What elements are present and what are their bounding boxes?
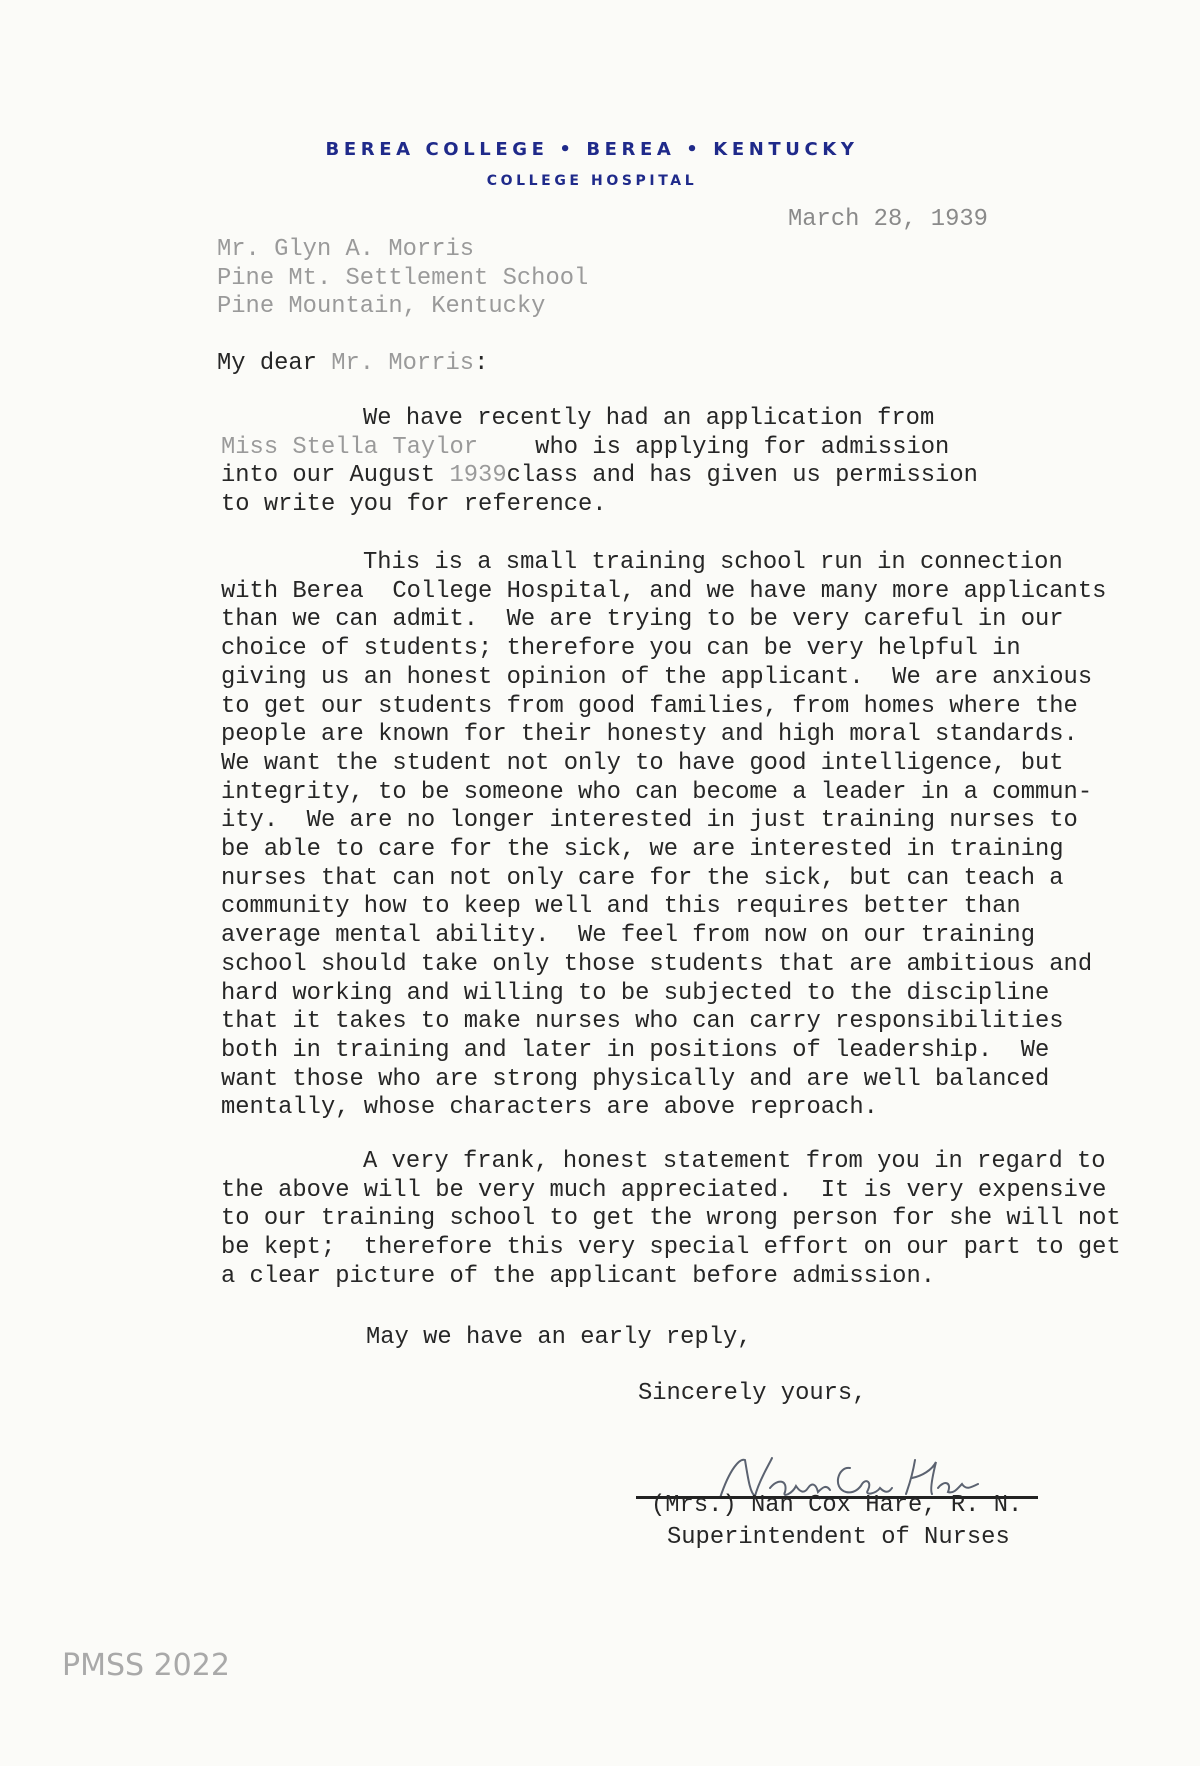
text-line [221,1094,1106,1123]
text-segment: 1939 [449,462,507,490]
text-segment: to get our students from good families, from homes where the [221,692,1078,720]
text-line [221,1234,1121,1263]
text-segment: school should take only those students that are ambitious and [221,950,1093,978]
text-line [221,779,1106,808]
text-segment: people are known for their honesty and high moral standards. [221,721,1078,749]
text-line [221,922,1106,951]
text-line [221,491,978,520]
address-line: Mr. Glyn A. Morris [217,236,475,263]
text-line [221,693,1106,722]
text-segment: than we can admit. We are trying to be very careful in our [221,606,1064,634]
text-line [221,1037,1106,1066]
text-segment: be kept; therefore this very special effort on our part to get [221,1234,1121,1262]
text-line [221,980,1106,1009]
text-segment: a clear picture of the applicant before admission. [221,1262,936,1290]
text-segment: mentally, whose characters are above reproach. [221,1094,878,1122]
text-line [221,750,1106,779]
text-line [221,951,1106,980]
salutation-name: Mr. Morris [331,350,475,377]
signer-title: Superintendent of Nurses [667,1524,1010,1551]
text-line [221,865,1106,894]
text-segment: community how to keep well and this requires better than [221,893,1021,921]
paragraph-2 [221,549,1106,1123]
text-line [221,721,1106,750]
text-line [221,405,978,434]
text-segment: that it takes to make nurses who can carry responsibilities [221,1008,1064,1036]
closing-request: May we have an early reply, [366,1324,752,1351]
text-segment: who is applying for admission [478,433,950,461]
text-segment: average mental ability. We feel from now on our training [221,922,1035,950]
text-line [221,462,978,491]
text-line [221,1066,1106,1095]
text-segment: into our August [221,462,450,490]
text-segment: nurses that can not only care for the sick, but can teach a [221,864,1064,892]
letterhead-subtitle: COLLEGE HOSPITAL [486,173,698,189]
text-line [221,1148,1121,1177]
archive-watermark: PMSS 2022 [62,1648,230,1683]
text-line [221,549,1106,578]
text-segment: giving us an honest opinion of the applicant. We are anxious [221,663,1093,691]
text-segment: choice of students; therefore you can be very helpful in [221,635,1021,663]
text-segment: A very frank, honest statement from you in regard to [363,1148,1106,1175]
text-line [221,635,1106,664]
address-line: Pine Mountain, Kentucky [217,293,546,320]
complimentary-close: Sincerely yours, [638,1380,867,1407]
text-line [221,434,978,463]
text-segment: be able to care for the sick, we are interested in training [221,836,1064,864]
text-segment: We want the student not only to have good intelligence, but [221,749,1064,777]
text-line [221,836,1106,865]
text-line [221,606,1106,635]
text-segment: ity. We are no longer interested in just training nurses to [221,807,1078,835]
text-line [221,1177,1121,1206]
text-line [221,578,1106,607]
text-line [221,1263,1121,1292]
text-segment: both in training and later in positions of leadership. We [221,1036,1050,1064]
text-segment: with Berea College Hospital, and we have many more applicants [221,577,1107,605]
text-segment: integrity, to be someone who can become a leader in a commun- [221,778,1093,806]
text-line [221,664,1106,693]
salutation [217,350,488,379]
text-line [221,807,1106,836]
text-segment: class and has given us permission [506,462,978,490]
text-segment: hard working and willing to be subjected to the discipline [221,979,1050,1007]
text-segment: to our training school to get the wrong person for she will not [221,1205,1121,1233]
text-segment: This is a small training school run in connection [363,549,1063,576]
text-segment: to write you for reference. [221,491,607,519]
text-line [221,1008,1106,1037]
text-segment: Miss Stella Taylor [221,433,479,461]
letter-date: March 28, 1939 [788,206,988,233]
text-line [221,893,1106,922]
letterhead-title: BEREA COLLEGE • BEREA • KENTUCKY [325,139,859,160]
paragraph-1 [221,405,978,520]
text-segment: We have recently had an application from [363,405,935,432]
recipient-address [217,236,588,322]
address-line: Pine Mt. Settlement School [217,264,589,292]
text-segment: want those who are strong physically and are well balanced [221,1065,1050,1093]
salutation-prefix: My dear [217,350,332,377]
signer-name: (Mrs.) Nan Cox Hare, R. N. [651,1492,1023,1519]
paragraph-3 [221,1148,1121,1292]
salutation-suffix: : [474,350,489,377]
text-segment: the above will be very much appreciated. It is very expensive [221,1176,1107,1204]
text-line [221,1205,1121,1234]
